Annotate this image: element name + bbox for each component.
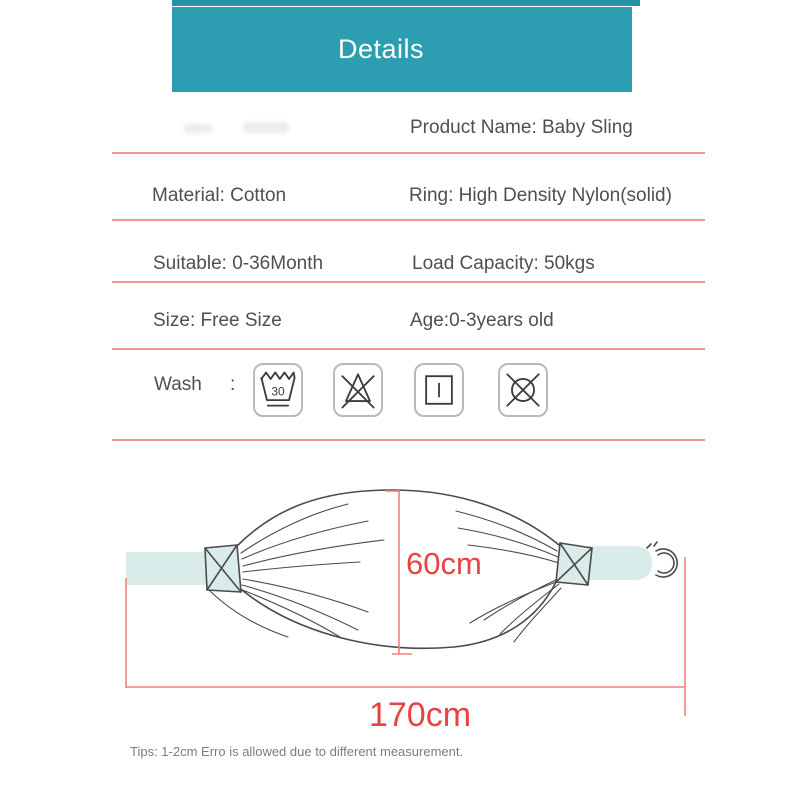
do-not-dryclean-icon xyxy=(500,365,546,415)
spec-size: Size: Free Size xyxy=(153,310,282,331)
table-divider xyxy=(112,439,705,441)
drip-dry-icon xyxy=(416,365,462,415)
page-title: Details xyxy=(337,34,425,64)
spec-age: Age:0-3years old xyxy=(410,310,554,331)
wash-30-icon xyxy=(255,365,301,415)
wash-label: Wash xyxy=(154,374,202,395)
width-label: 170cm xyxy=(368,696,472,734)
table-divider xyxy=(112,348,705,350)
right-patch xyxy=(556,543,592,585)
details-header xyxy=(172,7,632,92)
height-label: 60cm xyxy=(406,546,482,581)
top-accent-bar xyxy=(172,0,640,6)
care-icon-box xyxy=(253,363,303,417)
ghost-text-mark xyxy=(184,124,212,133)
wash-colon: : xyxy=(230,374,236,395)
left-strap xyxy=(126,552,207,585)
table-divider xyxy=(112,152,705,154)
tips-note: Tips: 1-2cm Erro is allowed due to different measurement. xyxy=(130,744,464,759)
left-patch xyxy=(205,545,241,592)
wash-temp-text: 30 xyxy=(271,384,285,399)
care-icon-box xyxy=(333,363,383,417)
right-strap xyxy=(588,546,652,580)
care-icon-box xyxy=(414,363,464,417)
spec-suitable: Suitable: 0-36Month xyxy=(153,253,324,274)
do-not-bleach-icon xyxy=(335,365,381,415)
table-divider xyxy=(112,281,705,283)
table-divider xyxy=(112,219,705,221)
sling-dimension-diagram xyxy=(0,460,800,760)
spec-ring: Ring: High Density Nylon(solid) xyxy=(409,185,672,206)
spec-load-capacity: Load Capacity: 50kgs xyxy=(412,253,595,274)
spec-material: Material: Cotton xyxy=(152,185,287,206)
care-icon-box xyxy=(498,363,548,417)
spec-product-name: Product Name: Baby Sling xyxy=(410,117,633,138)
ghost-text-mark xyxy=(243,122,289,133)
